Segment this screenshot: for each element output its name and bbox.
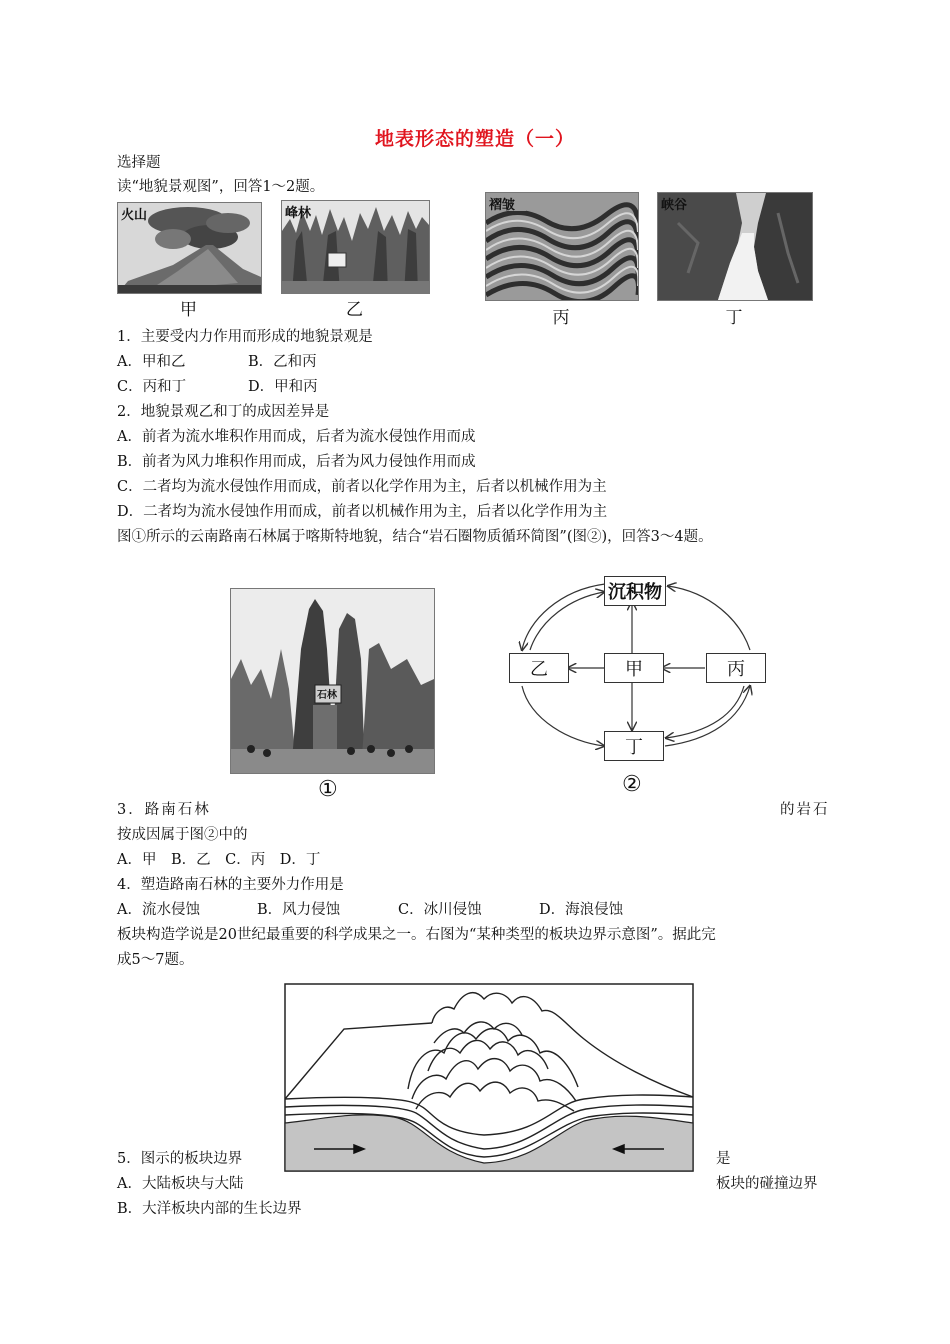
peak-forest-label: 峰林: [285, 206, 312, 221]
photo-caption-yi: 乙: [346, 300, 363, 320]
figure-1-caption: ①: [318, 777, 338, 802]
page-title: 地表形态的塑造（一）: [374, 128, 575, 150]
fold-photo: [485, 192, 639, 301]
q3-options: A．甲 B．乙 C．丙 D．丁: [117, 852, 321, 868]
q5-option-b: B．大洋板块内部的生长边界: [117, 1201, 302, 1217]
photo-caption-bing: 丙: [552, 308, 570, 328]
q5-stem-right: 是: [716, 1151, 731, 1167]
q1-option-c: C．丙和丁: [117, 379, 187, 395]
volcano-label: 火山: [121, 208, 148, 223]
photo-caption-ding: 丁: [725, 308, 743, 328]
q3-stem-continued: 按成因属于图②中的: [117, 827, 248, 843]
q4-option-a: A．流水侵蚀: [117, 902, 200, 918]
photo-caption-jia: 甲: [180, 300, 197, 320]
q2-option-d: D．二者均为流水侵蚀作用而成，前者以机械作用为主，后者以化学作用为主: [117, 504, 608, 520]
q2-stem: 2．地貌景观乙和丁的成因差异是: [117, 404, 330, 420]
q3-stem-right: 的岩石: [780, 802, 830, 818]
q4-option-b: B．风力侵蚀: [257, 902, 341, 918]
q2-option-b: B．前者为风力堆积作用而成，后者为风力侵蚀作用而成: [117, 454, 476, 470]
stone-forest-sign: 石林: [317, 690, 337, 701]
peak-forest-photo: [281, 200, 430, 294]
figure-2-caption: ②: [622, 772, 642, 797]
q3-stem-left: 3．路南石林: [117, 802, 211, 818]
q1-stem: 1．主要受内力作用而形成的地貌景观是: [117, 329, 373, 345]
section-label: 选择题: [117, 155, 161, 171]
fold-label: 褶皱: [489, 198, 516, 213]
q2-option-a: A．前者为流水堆积作用而成，后者为流水侵蚀作用而成: [117, 429, 476, 445]
cycle-box-jia: 甲: [604, 653, 664, 683]
intro-question-3-4: 图①所示的云南路南石林属于喀斯特地貌，结合“岩石圈物质循环简图”(图②)，回答3～4题。: [117, 529, 713, 545]
intro-question-5-7-line1: 板块构造学说是20世纪最重要的科学成果之一。右图为“某种类型的板块边界示意图”。据此完: [117, 927, 716, 943]
cycle-box-yi: 乙: [509, 653, 569, 683]
intro-question-1-2: 读“地貌景观图”，回答1～2题。: [117, 179, 325, 195]
cycle-box-ding: 丁: [604, 731, 664, 761]
q4-option-c: C．冰川侵蚀: [398, 902, 482, 918]
stone-forest-photo: [230, 588, 435, 774]
plate-boundary-diagram: [284, 983, 694, 1172]
q4-option-d: D．海浪侵蚀: [539, 902, 624, 918]
gorge-label: 峡谷: [661, 198, 688, 213]
gorge-photo: [657, 192, 813, 301]
intro-question-5-7-line2: 成5～7题。: [117, 952, 194, 968]
q1-option-a: A．甲和乙: [117, 354, 186, 370]
q5-option-a-left: A．大陆板块与大陆: [117, 1176, 244, 1192]
cycle-box-bing: 丙: [706, 653, 766, 683]
volcano-photo: [117, 202, 262, 294]
q2-option-c: C．二者均为流水侵蚀作用而成，前者以化学作用为主，后者以机械作用为主: [117, 479, 607, 495]
cycle-box-sediment: 沉积物: [604, 576, 666, 606]
q1-option-b: B．乙和丙: [248, 354, 317, 370]
q5-option-a-right: 板块的碰撞边界: [716, 1176, 818, 1192]
q4-stem: 4．塑造路南石林的主要外力作用是: [117, 877, 344, 893]
q1-option-d: D．甲和丙: [248, 379, 318, 395]
q5-stem-left: 5．图示的板块边界: [117, 1151, 243, 1167]
